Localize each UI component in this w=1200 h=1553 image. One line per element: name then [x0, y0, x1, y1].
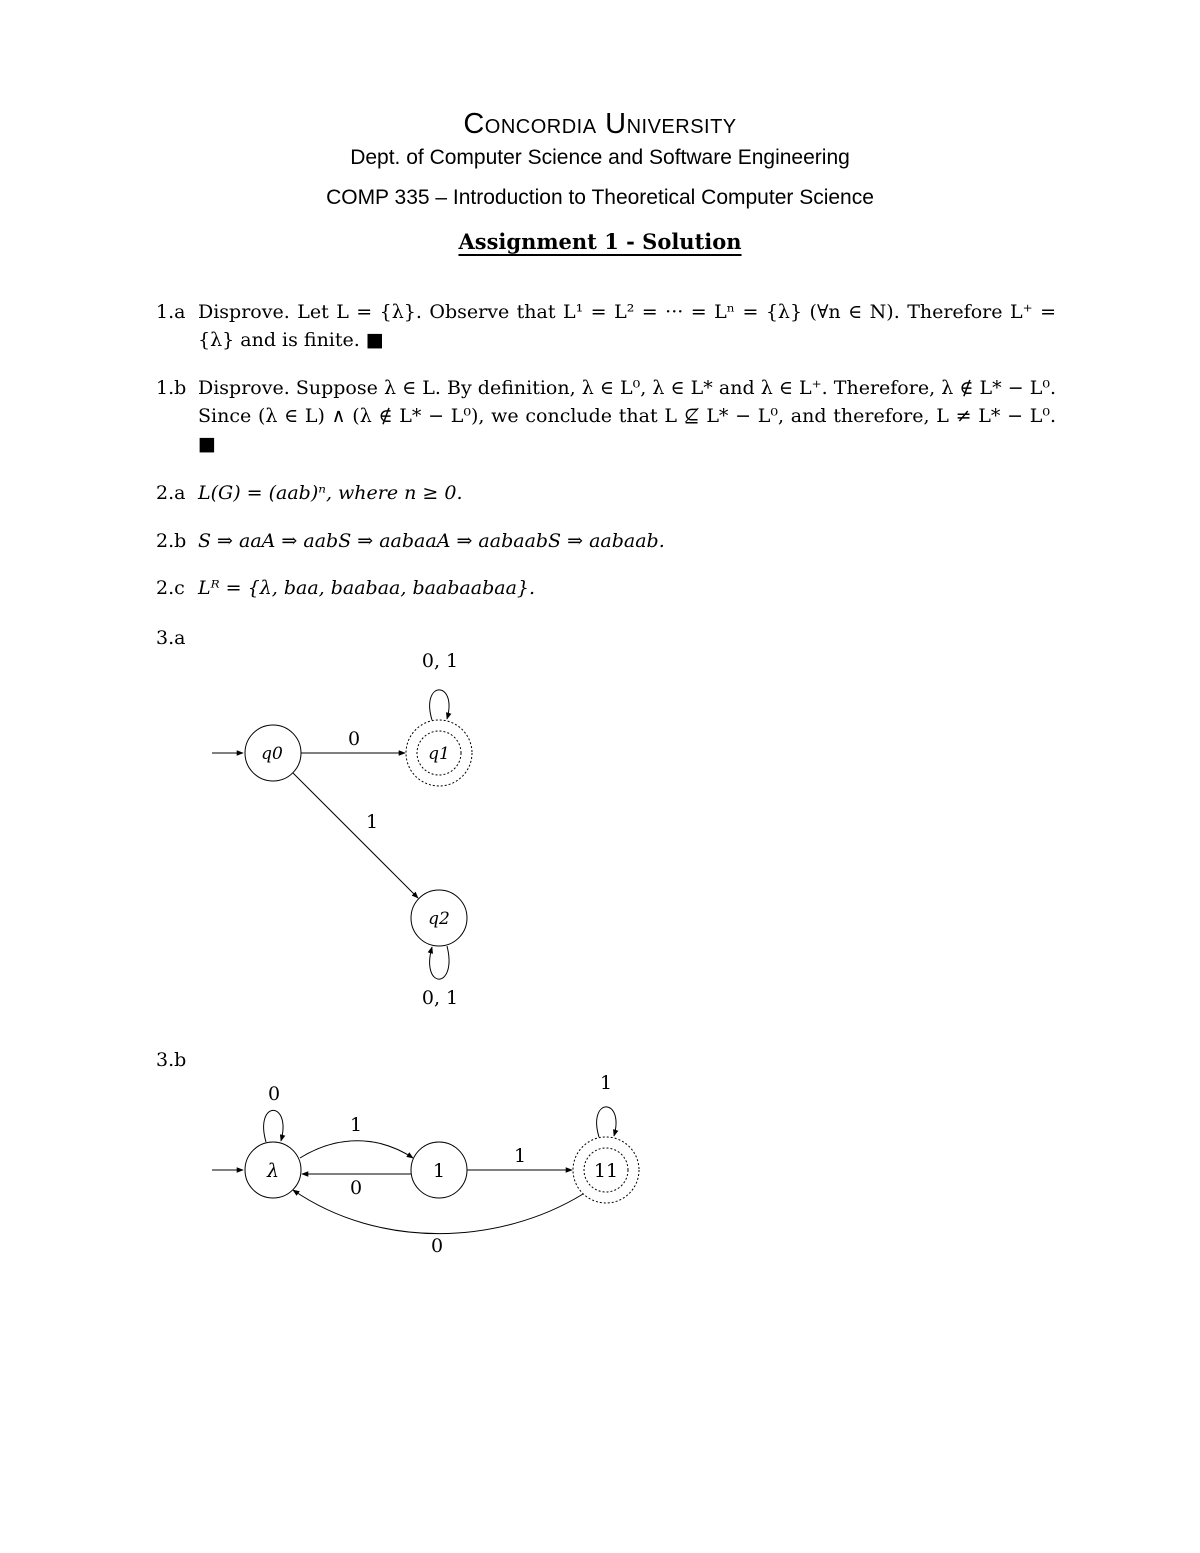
answer-text: Disprove. Suppose λ ∈ L. By definition, λ ∈ L⁰, λ ∈ L* and λ ∈ L⁺. Therefore, λ ∉ L* − L⁰. Since (λ ∈ L) ∧ (λ ∉ L* − L⁰), we conclude that L ⊈ L* − L⁰, and therefore, L ≠ L* − L⁰. ■: [198, 377, 1056, 455]
edge-label: 0: [347, 728, 361, 750]
answer-label: 1.b: [156, 377, 187, 399]
edge-lambda-1: [300, 1141, 413, 1158]
answer-text: S ⇒ aaA ⇒ aabS ⇒ aabaaA ⇒ aabaabS ⇒ aabaab.: [198, 530, 665, 552]
loop-q2: [430, 946, 449, 979]
department-name: Dept. of Computer Science and Software Engineering: [350, 146, 850, 169]
loop-11: [597, 1107, 616, 1137]
edge-11-lambda: [293, 1190, 583, 1234]
answer-label: 3.a: [156, 627, 186, 649]
edge-label: 1: [365, 811, 379, 833]
answer-text: L(G) = (aab)ⁿ, where n ≥ 0.: [198, 482, 463, 504]
edge-label: 0: [430, 1235, 444, 1257]
state-label: λ: [266, 1160, 280, 1182]
answer-label: 3.b: [156, 1049, 187, 1071]
university-name: Concordia University: [463, 108, 737, 140]
answer-text: Disprove. Let L = {λ}. Observe that L¹ = L² = ··· = Lⁿ = {λ} (∀n ∈ N). Therefore L⁺ = {λ} and is finite. ■: [198, 301, 1056, 351]
state-label: 1: [432, 1160, 446, 1182]
state-label: q2: [428, 909, 450, 929]
edge-label: 0: [349, 1177, 363, 1199]
loop-lambda: [264, 1110, 283, 1142]
loop-q1: [430, 690, 449, 720]
answer-text: Lᴿ = {λ, baa, baabaa, baabaabaa}.: [198, 577, 536, 599]
edge-label: 1: [349, 1114, 363, 1136]
answer-label: 2.c: [156, 577, 185, 599]
answer-label: 1.a: [156, 301, 186, 323]
dfa-3a: [212, 690, 472, 979]
edge-q0-q2: [293, 773, 418, 898]
state-label: q0: [261, 744, 283, 764]
answer-label: 2.b: [156, 530, 187, 552]
course-title: COMP 335 – Introduction to Theoretical Computer Science: [326, 186, 874, 209]
edge-label: 1: [599, 1072, 613, 1094]
state-label: q1: [428, 744, 450, 764]
edge-label: 1: [513, 1145, 527, 1167]
assignment-title: Assignment 1 - Solution: [458, 229, 742, 254]
edge-label: 0, 1: [421, 987, 459, 1009]
edge-label: 0: [267, 1083, 281, 1105]
state-label: 11: [593, 1160, 619, 1182]
edge-label: 0, 1: [421, 650, 459, 672]
answer-label: 2.a: [156, 482, 186, 504]
